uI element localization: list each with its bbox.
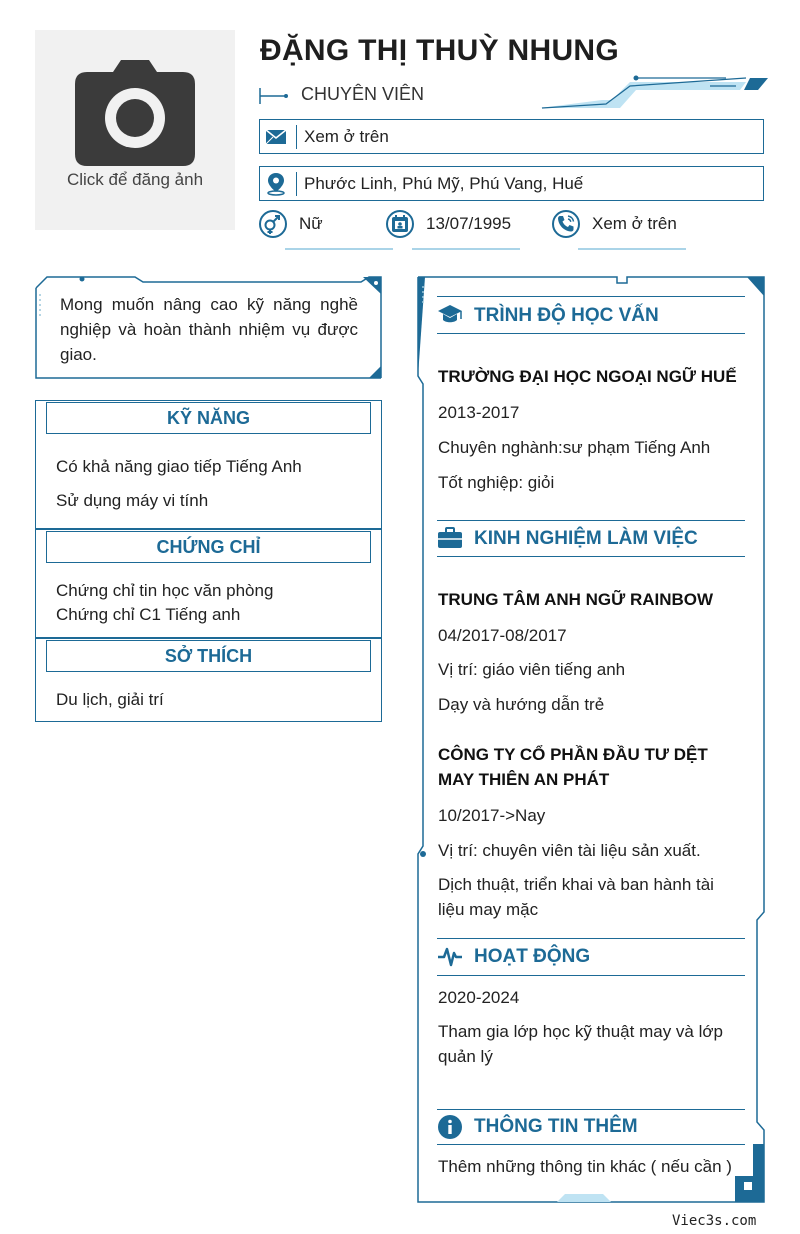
header-circuit-decoration [540,74,770,112]
certificate-item[interactable]: Chứng chỉ tin học văn phòng [56,581,274,600]
more-info-heading[interactable]: THÔNG TIN THÊM [474,1116,638,1137]
address-row[interactable] [259,166,764,201]
objective-box[interactable] [35,276,382,379]
birthday-field[interactable] [386,210,516,250]
skill-item[interactable]: Có khả năng giao tiếp Tiếng Anh [56,457,302,476]
section-divider [437,556,745,557]
underline [412,248,520,250]
email-row[interactable] [259,119,764,154]
activity-description[interactable]: Tham gia lớp học kỹ thuật may và lớp quản lý [438,1022,723,1066]
title-decoration [259,86,289,106]
hobbies-heading[interactable]: SỞ THÍCH [46,640,371,672]
divider [296,125,297,149]
hobbies-section [35,638,382,722]
skill-item[interactable]: Sử dụng máy vi tính [56,491,209,510]
job-period[interactable]: 04/2017-08/2017 [438,626,567,645]
activities-heading[interactable]: HOẠT ĐỘNG [474,946,591,967]
pulse-icon [437,944,463,970]
job-position[interactable]: Vị trí: chuyên viên tài liệu sản xuất. [438,841,701,860]
job-company[interactable]: TRUNG TÂM ANH NGỮ RAINBOW [438,590,714,609]
job-title[interactable]: CHUYÊN VIÊN [301,84,425,104]
education-period[interactable]: 2013-2017 [438,403,520,422]
section-divider [437,520,745,521]
gender-field[interactable] [259,210,369,250]
phone-value: Xem ở trên [592,214,677,233]
graduation-cap-icon [437,302,463,328]
certificates-section [35,529,382,638]
more-info-description[interactable]: Thêm những thông tin khác ( nếu cần ) [438,1157,732,1176]
calendar-icon [386,210,414,238]
certificates-heading[interactable]: CHỨNG CHỈ [46,531,371,563]
underline [285,248,393,250]
education-major[interactable]: Chuyên nghành:sư phạm Tiếng Anh [438,438,711,457]
map-pin-icon [264,172,288,196]
email-value: Xem ở trên [304,127,389,146]
gender-icon [259,210,287,238]
section-divider [437,1144,745,1145]
avatar-upload[interactable] [35,30,235,230]
section-divider [437,296,745,297]
objective-text: Mong muốn nâng cao kỹ năng nghề nghiệp và hoàn thành nhiệm vụ được giao. [60,295,358,364]
section-divider [437,938,745,939]
camera-icon [75,60,195,166]
section-divider [437,975,745,976]
address-value: Phước Linh, Phú Mỹ, Phú Vang, Huế [304,174,584,193]
certificate-item[interactable]: Chứng chỉ C1 Tiếng anh [56,605,241,624]
education-school[interactable]: TRƯỜNG ĐẠI HỌC NGOẠI NGỮ HUẾ [438,367,737,386]
job-description[interactable]: Dạy và hướng dẫn trẻ [438,695,605,714]
job-company[interactable]: CÔNG TY CỔ PHẦN ĐẦU TƯ DỆT MAY THIÊN AN PHÁT [438,745,708,789]
phone-field[interactable] [552,210,692,250]
birthday-value: 13/07/1995 [426,214,512,233]
section-divider [437,1109,745,1110]
activity-period[interactable]: 2020-2024 [438,988,520,1007]
envelope-icon [264,125,288,149]
phone-icon [552,210,580,238]
hobby-item[interactable]: Du lịch, giải trí [56,690,164,709]
divider [296,172,297,196]
education-grade[interactable]: Tốt nghiệp: giỏi [438,473,555,492]
job-position[interactable]: Vị trí: giáo viên tiếng anh [438,660,626,679]
gender-value: Nữ [299,214,323,233]
skills-section [35,400,382,529]
full-name[interactable]: ĐẶNG THỊ THUỲ NHUNG [260,34,620,67]
info-icon [437,1114,463,1140]
education-heading[interactable]: TRÌNH ĐỘ HỌC VẤN [474,305,659,326]
photo-caption: Click để đăng ảnh [66,170,204,189]
experience-heading[interactable]: KINH NGHIỆM LÀM VIỆC [474,528,698,549]
job-description[interactable]: Dịch thuật, triển khai và ban hành tài liệu may mặc [438,875,714,919]
section-divider [437,333,745,334]
job-period[interactable]: 10/2017->Nay [438,806,546,825]
underline [578,248,686,250]
brand-footer: Viec3s.com [672,1213,757,1229]
briefcase-icon [437,525,463,551]
skills-heading[interactable]: KỸ NĂNG [46,402,371,434]
